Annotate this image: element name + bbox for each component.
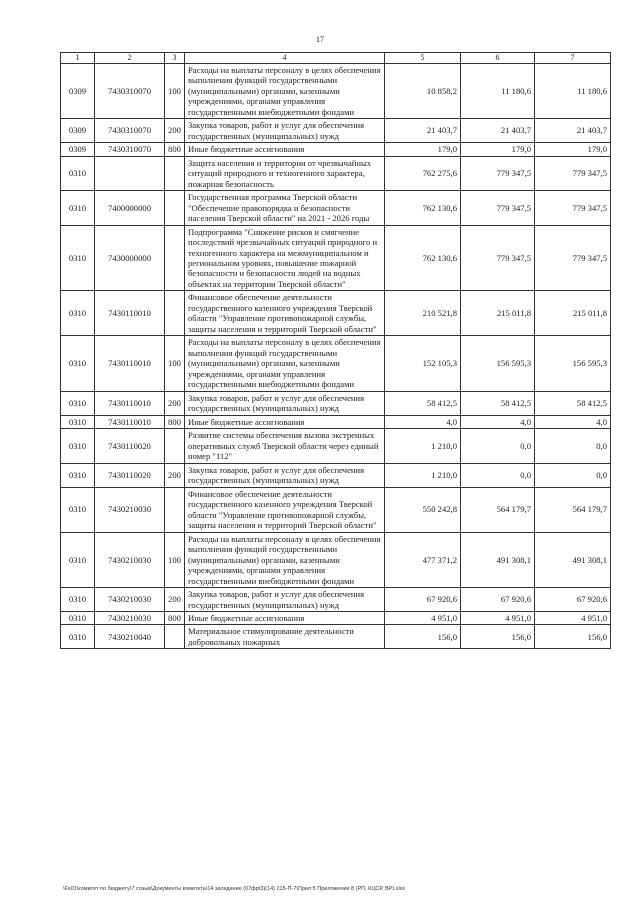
code-cell: 7430000000 bbox=[95, 225, 165, 291]
value-cell: 156 595,3 bbox=[535, 336, 611, 391]
value-cell: 67 920,6 bbox=[461, 588, 535, 612]
value-cell: 0,0 bbox=[535, 463, 611, 487]
header-row bbox=[61, 53, 611, 64]
code-cell: 7430210040 bbox=[95, 625, 165, 649]
code-cell: 7430310070 bbox=[95, 63, 165, 118]
type-cell: 200 bbox=[165, 391, 185, 415]
description-cell: Закупка товаров, работ и услуг для обеспечения государственных (муниципальных) нужд bbox=[185, 391, 385, 415]
value-cell: 0,0 bbox=[461, 463, 535, 487]
type-cell bbox=[165, 191, 185, 225]
value-cell: 4 951,0 bbox=[461, 612, 535, 625]
description-cell: Иные бюджетные ассигнования bbox=[185, 415, 385, 428]
code-cell: 7430210030 bbox=[95, 487, 165, 532]
table-row bbox=[61, 156, 611, 190]
value-cell: 550 242,8 bbox=[385, 487, 461, 532]
header-cell: 5 bbox=[385, 53, 461, 64]
code-cell: 7430310070 bbox=[95, 143, 165, 156]
value-cell: 156,0 bbox=[385, 625, 461, 649]
value-cell: 491 308,1 bbox=[535, 532, 611, 587]
value-cell: 779 347,5 bbox=[461, 191, 535, 225]
value-cell: 58 412,5 bbox=[535, 391, 611, 415]
description-cell: Финансовое обеспечение деятельности государственного казенного учреждения Тверской области "Управление противопожарной службы, защиты населения и территорий Тверской области" bbox=[185, 487, 385, 532]
value-cell: 477 371,2 bbox=[385, 532, 461, 587]
header-cell: 4 bbox=[185, 53, 385, 64]
type-cell bbox=[165, 156, 185, 190]
value-cell: 21 403,7 bbox=[385, 119, 461, 143]
budget-table bbox=[60, 52, 611, 649]
value-cell: 4 951,0 bbox=[535, 612, 611, 625]
type-cell: 200 bbox=[165, 588, 185, 612]
description-cell: Материальное стимулирование деятельности добровольных пожарных bbox=[185, 625, 385, 649]
value-cell: 762 275,6 bbox=[385, 156, 461, 190]
section-cell: 0310 bbox=[61, 625, 95, 649]
value-cell: 179,0 bbox=[385, 143, 461, 156]
value-cell: 215 011,8 bbox=[535, 291, 611, 336]
table-row bbox=[61, 429, 611, 463]
type-cell: 800 bbox=[165, 143, 185, 156]
description-cell: Иные бюджетные ассигнования bbox=[185, 143, 385, 156]
value-cell: 156,0 bbox=[461, 625, 535, 649]
code-cell: 7430110010 bbox=[95, 391, 165, 415]
description-cell: Закупка товаров, работ и услуг для обеспечения государственных (муниципальных) нужд bbox=[185, 588, 385, 612]
value-cell: 491 308,1 bbox=[461, 532, 535, 587]
value-cell: 779 347,5 bbox=[461, 156, 535, 190]
value-cell: 779 347,5 bbox=[535, 225, 611, 291]
code-cell: 7430110020 bbox=[95, 463, 165, 487]
description-cell: Финансовое обеспечение деятельности государственного казенного учреждения Тверской области "Управление противопожарной службы, защиты населения и территорий Тверской области" bbox=[185, 291, 385, 336]
type-cell bbox=[165, 487, 185, 532]
value-cell: 156 595,3 bbox=[461, 336, 535, 391]
table-row bbox=[61, 487, 611, 532]
value-cell: 1 210,0 bbox=[385, 463, 461, 487]
value-cell: 152 105,3 bbox=[385, 336, 461, 391]
section-cell: 0310 bbox=[61, 156, 95, 190]
description-cell: Закупка товаров, работ и услуг для обеспечения государственных (муниципальных) нужд bbox=[185, 463, 385, 487]
table-row bbox=[61, 391, 611, 415]
value-cell: 21 403,7 bbox=[461, 119, 535, 143]
section-cell: 0310 bbox=[61, 463, 95, 487]
type-cell: 200 bbox=[165, 463, 185, 487]
value-cell: 58 412,5 bbox=[461, 391, 535, 415]
type-cell bbox=[165, 429, 185, 463]
code-cell: 7430110020 bbox=[95, 429, 165, 463]
table-row bbox=[61, 625, 611, 649]
type-cell: 100 bbox=[165, 63, 185, 118]
value-cell: 67 920,6 bbox=[535, 588, 611, 612]
value-cell: 564 179,7 bbox=[461, 487, 535, 532]
table-row bbox=[61, 119, 611, 143]
value-cell: 564 179,7 bbox=[535, 487, 611, 532]
code-cell: 7430210030 bbox=[95, 588, 165, 612]
section-cell: 0310 bbox=[61, 487, 95, 532]
value-cell: 11 180,6 bbox=[461, 63, 535, 118]
type-cell: 800 bbox=[165, 415, 185, 428]
code-cell: 7430110010 bbox=[95, 291, 165, 336]
code-cell: 7430210030 bbox=[95, 612, 165, 625]
value-cell: 179,0 bbox=[535, 143, 611, 156]
code-cell: 7430310070 bbox=[95, 119, 165, 143]
value-cell: 0,0 bbox=[461, 429, 535, 463]
value-cell: 67 920,6 bbox=[385, 588, 461, 612]
section-cell: 0310 bbox=[61, 225, 95, 291]
description-cell: Защита населения и территории от чрезвычайных ситуаций природного и техногенного характера, пожарная безопасность bbox=[185, 156, 385, 190]
value-cell: 762 130,6 bbox=[385, 225, 461, 291]
value-cell: 4,0 bbox=[535, 415, 611, 428]
value-cell: 779 347,5 bbox=[535, 191, 611, 225]
value-cell: 179,0 bbox=[461, 143, 535, 156]
value-cell: 58 412,5 bbox=[385, 391, 461, 415]
header-cell: 7 bbox=[535, 53, 611, 64]
section-cell: 0309 bbox=[61, 63, 95, 118]
table-row bbox=[61, 143, 611, 156]
code-cell: 7400000000 bbox=[95, 191, 165, 225]
value-cell: 0,0 bbox=[535, 429, 611, 463]
type-cell: 100 bbox=[165, 336, 185, 391]
description-cell: Государственная программа Тверской области "Обеспечение правопорядка и безопасности населения Тверской области" на 2021 - 2026 годы bbox=[185, 191, 385, 225]
description-cell: Расходы на выплаты персоналу в целях обеспечения выполнения функций государственными (муниципальными) органами, казенными учреждениями, органами управления государственными внебюджетными фондами bbox=[185, 63, 385, 118]
description-cell: Подпрограмма "Снижение рисков и смягчение последствий чрезвычайных ситуаций природного и техногенного характера на межмуниципальном и региональном уровнях, повышение пожарной безопасности и безопасности людей на водных объектах на территории Тверской области" bbox=[185, 225, 385, 291]
table-row bbox=[61, 463, 611, 487]
section-cell: 0310 bbox=[61, 612, 95, 625]
table-row bbox=[61, 225, 611, 291]
page-number: 17 bbox=[316, 35, 324, 44]
description-cell: Развитие системы обеспечения вызова экстренных оперативных служб Тверской области через единый номер "112" bbox=[185, 429, 385, 463]
table-row bbox=[61, 63, 611, 118]
value-cell: 4 951,0 bbox=[385, 612, 461, 625]
section-cell: 0310 bbox=[61, 588, 95, 612]
value-cell: 215 011,8 bbox=[461, 291, 535, 336]
section-cell: 0310 bbox=[61, 191, 95, 225]
table-row bbox=[61, 588, 611, 612]
section-cell: 0310 bbox=[61, 532, 95, 587]
table-row bbox=[61, 532, 611, 587]
section-cell: 0310 bbox=[61, 291, 95, 336]
value-cell: 1 210,0 bbox=[385, 429, 461, 463]
code-cell: 7430210030 bbox=[95, 532, 165, 587]
table-row bbox=[61, 336, 611, 391]
table-row bbox=[61, 291, 611, 336]
value-cell: 10 858,2 bbox=[385, 63, 461, 118]
section-cell: 0310 bbox=[61, 429, 95, 463]
description-cell: Закупка товаров, работ и услуг для обеспечения государственных (муниципальных) нужд bbox=[185, 119, 385, 143]
value-cell: 4,0 bbox=[385, 415, 461, 428]
type-cell bbox=[165, 225, 185, 291]
section-cell: 0309 bbox=[61, 143, 95, 156]
type-cell: 200 bbox=[165, 119, 185, 143]
header-cell: 6 bbox=[461, 53, 535, 64]
type-cell bbox=[165, 291, 185, 336]
description-cell: Расходы на выплаты персоналу в целях обеспечения выполнения функций государственными (муниципальными) органами, казенными учреждениями, органами управления государственными внебюджетными фондами bbox=[185, 336, 385, 391]
code-cell: 7430110010 bbox=[95, 415, 165, 428]
table-row bbox=[61, 612, 611, 625]
value-cell: 21 403,7 bbox=[535, 119, 611, 143]
value-cell: 779 347,5 bbox=[535, 156, 611, 190]
value-cell: 156,0 bbox=[535, 625, 611, 649]
value-cell: 762 130,6 bbox=[385, 191, 461, 225]
description-cell: Иные бюджетные ассигнования bbox=[185, 612, 385, 625]
type-cell: 100 bbox=[165, 532, 185, 587]
table-row bbox=[61, 191, 611, 225]
header-cell: 1 bbox=[61, 53, 95, 64]
value-cell: 11 180,6 bbox=[535, 63, 611, 118]
code-cell bbox=[95, 156, 165, 190]
section-cell: 0309 bbox=[61, 119, 95, 143]
table-row bbox=[61, 415, 611, 428]
description-cell: Расходы на выплаты персоналу в целях обеспечения выполнения функций государственными (муниципальными) органами, казенными учреждениями, органами управления государственными внебюджетными фондами bbox=[185, 532, 385, 587]
type-cell bbox=[165, 625, 185, 649]
section-cell: 0310 bbox=[61, 415, 95, 428]
file-path-footer: \Fs01\комитет по бюджету\7 созыв\Документы комитета\14 заседание (07фр\3)(14) 215-П-7\Прил 5 Приложение 8 (РП, КЦСР, ВР).xlsx bbox=[63, 886, 406, 892]
value-cell: 4,0 bbox=[461, 415, 535, 428]
value-cell: 210 521,8 bbox=[385, 291, 461, 336]
section-cell: 0310 bbox=[61, 391, 95, 415]
value-cell: 779 347,5 bbox=[461, 225, 535, 291]
header-cell: 3 bbox=[165, 53, 185, 64]
header-cell: 2 bbox=[95, 53, 165, 64]
type-cell: 800 bbox=[165, 612, 185, 625]
section-cell: 0310 bbox=[61, 336, 95, 391]
code-cell: 7430110010 bbox=[95, 336, 165, 391]
